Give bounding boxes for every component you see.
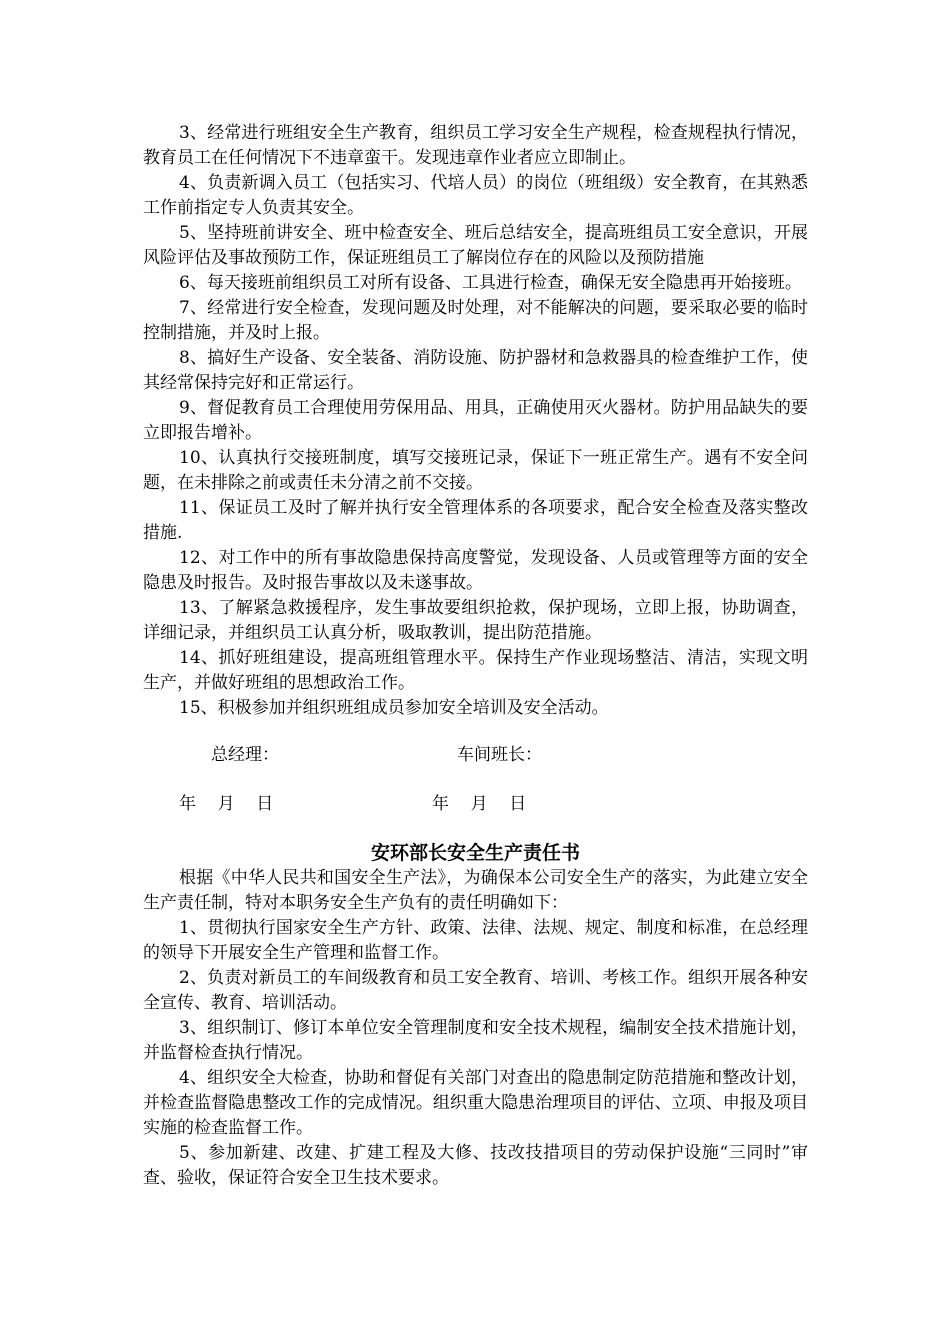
signature-block [143, 743, 808, 817]
duty-paragraph: 7、经常进行安全检查，发现问题及时处理，对不能解决的问题，要采取必要的临时控制措施，并及时上报。 [143, 298, 808, 343]
duty-paragraph: 6、每天接班前组织员工对所有设备、工具进行检查，确保无安全隐患再开始接班。 [179, 273, 802, 293]
duty-paragraph: 9、督促教育员工合理使用劳保用品、用具，正确使用灭火器材。防护用品缺失的要立即报告增补。 [143, 398, 808, 443]
duty-paragraph: 5、坚持班前讲安全、班中检查安全、班后总结安全，提高班组员工安全意识，开展风险评估及事故预防工作，保证班组员工了解岗位存在的风险以及预防措施 [143, 223, 808, 268]
general-manager-label: 总经理： [211, 745, 279, 765]
duty-paragraph: 4、负责新调入员工（包括实习、代培人员）的岗位（班组级）安全教育，在其熟悉工作前指定专人负责其安全。 [143, 173, 808, 218]
duty-paragraph: 3、经常进行班组安全生产教育，组织员工学习安全生产规程，检查规程执行情况，教育员工在任何情况下不违章蛮干。发现违章作业者应立即制止。 [143, 123, 808, 168]
duty-paragraph: 11、保证员工及时了解并执行安全管理体系的各项要求，配合安全检查及落实整改措施. [143, 498, 808, 543]
left-date: 年 月 日 [179, 794, 274, 814]
section-team-leader-duties [143, 121, 808, 721]
duty-paragraph: 13、了解紧急救援程序，发生事故要组织抢救，保护现场，立即上报，协助调查，详细记录，并组织员工认真分析，吸取教训，提出防范措施。 [143, 598, 808, 643]
duty-paragraph: 2、负责对新员工的车间级教育和员工安全教育、培训、考核工作。组织开展各种安全宣传、教育、培训活动。 [143, 968, 808, 1013]
duty-paragraph: 根据《中华人民共和国安全生产法》，为确保本公司安全生产的落实，为此建立安全生产责任制，特对本职务安全生产负有的责任明确如下： [143, 868, 808, 913]
right-date: 年 月 日 [432, 794, 527, 814]
duty-paragraph: 4、组织安全大检查，协助和督促有关部门对查出的隐患制定防范措施和整改计划，并检查监督隐患整改工作的完成情况。组织重大隐患治理项目的评估、立项、申报及项目实施的检查监督工作。 [143, 1068, 808, 1138]
duty-paragraph: 5、参加新建、改建、扩建工程及大修、技改技措项目的劳动保护设施“三同时”审查、验收，保证符合安全卫生技术要求。 [143, 1143, 808, 1188]
workshop-leader-label: 车间班长： [457, 745, 542, 765]
duty-paragraph: 14、抓好班组建设，提高班组管理水平。保持生产作业现场整洁、清洁，实现文明生产，并做好班组的思想政治工作。 [143, 648, 808, 693]
signature-labels-row [143, 743, 808, 768]
duty-paragraph: 8、搞好生产设备、安全装备、消防设施、防护器材和急救器具的检查维护工作，使其经常保持完好和正常运行。 [143, 348, 808, 393]
duty-paragraph: 3、组织制订、修订本单位安全管理制度和安全技术规程，编制安全技术措施计划，并监督检查执行情况。 [143, 1018, 808, 1063]
duty-paragraph: 12、对工作中的所有事故隐患保持高度警觉，发现设备、人员或管理等方面的安全隐患及时报告。及时报告事故以及未遂事故。 [143, 548, 808, 593]
duty-paragraph: 10、认真执行交接班制度，填写交接班记录，保证下一班正常生产。遇有不安全问题，在未排除之前或责任未分清之前不交接。 [143, 448, 808, 493]
section-title: 安环部长安全生产责任书 [370, 842, 580, 864]
signature-dates-row [143, 792, 808, 817]
duty-paragraph: 1、贯彻执行国家安全生产方针、政策、法律、法规、规定、制度和标准，在总经理的领导下开展安全生产管理和监督工作。 [143, 918, 808, 963]
section-safety-minister-duties [143, 840, 808, 1191]
document-body [143, 121, 808, 1191]
duty-paragraph: 15、积极参加并组织班组成员参加安全培训及安全活动。 [179, 698, 609, 718]
